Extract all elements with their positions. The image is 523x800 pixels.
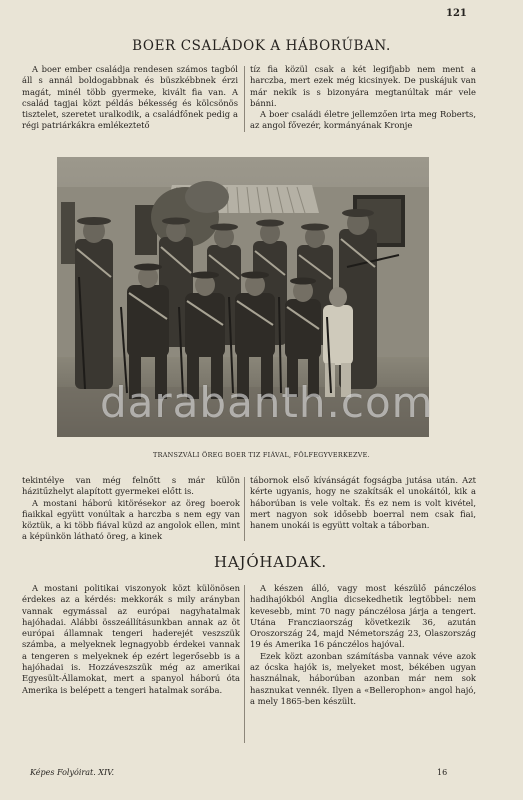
watermark: darabanth.com <box>100 378 434 427</box>
article1-paragraph: tábornok első kívánságát fogságba jutása után. Azt kérte ugyanis, hogy ne szakítsák el unokáitól, kik a háborúban is vele voltak. És ez nem is volt kivétel, mert nagyon sok idősebb boerral nem csak fiai, hanem unokái is együtt voltak a táborban. <box>250 475 476 531</box>
article1-left-column-continued <box>22 475 240 543</box>
article1-left-column <box>22 64 238 132</box>
article1-paragraph: tekintélye van még felnőtt s már külön házitűzhelyt alapított gyermekei előtt is. <box>22 475 240 497</box>
column-divider <box>244 66 245 132</box>
article1-paragraph: A boer családi életre jellemzően irta meg Roberts, az angol fővezér, kormányának Kronje <box>250 109 476 131</box>
signature-number: 16 <box>437 768 448 777</box>
article2-paragraph: Ezek közt azonban számításba vannak véve azok az ócska hajók is, melyeket most, békében ugyan használnak, háborúban azonban már nem sok hasznukat vennék. Ilyen a «Bellerophon» angol hajó, a mely 1865-ben készült. <box>250 650 476 706</box>
column-divider <box>244 477 245 541</box>
column-divider <box>244 585 245 743</box>
article1-right-column-continued <box>250 475 476 531</box>
photo-caption: TRANSZVÁLI ÖREG BOER TIZ FIÁVAL, FÖLFEGYVERKEZVE. <box>153 451 370 459</box>
journal-footer: Képes Folyóirat. XIV. <box>30 768 115 777</box>
page-number: 121 <box>446 8 467 19</box>
article-title-hajohadak: HAJÓHADAK. <box>214 553 327 571</box>
article2-paragraph: A készen álló, vagy most készülő pánczélos hadihajókból Anglia dicsekedhetik legtöbbel: nem kevesebb, mint 70 nagy pánczélosa járja a tengert. Utána Francziaország következik 36, azután Oroszország 24, majd Németország 23, Olaszország 19 és Amerika 16 pánczélos hajóval. <box>250 583 476 650</box>
article1-paragraph: tíz fia közül csak a két legifjabb nem ment a harczba, mert ezek még kicsinyek. De puskájuk van már nekik is s bizonyára megtanúltak már vele bánni. <box>250 64 476 108</box>
article2-paragraph: A mostani politikai viszonyok közt különösen érdekes az a kérdés: mekkorák s mily arányban vannak egymással az európai nagyhatalmak hajóhadai. Alábbi összeállításunkban annak az öt európai államnak tengeri haderejét veszszük számba, a melyeknek legnagyobb érdekei vannak a tengeren s melyeknek ép ezért legerősebb is a hajóhadai is. Hozzáveszszük még az amerikai Egyesült-Államokat, mert a spanyol háború óta Amerika is belépett a tengeri hatalmak sorába. <box>22 583 240 695</box>
article-title-boer: BOER CSALÁDOK A HÁBORÚBAN. <box>132 38 391 54</box>
article1-paragraph: A boer ember családja rendesen számos tagból áll s annál boldogabbnak és büszkébbnek érzi magát, minél több gyermeke, kivált fia van. A család tagjai közt példás békesség és kölcsönös tisztelet, szeretet uralkodik, a családfőnek pedig a régi patriárkákra emlékeztető <box>22 64 238 131</box>
article2-right-column <box>250 583 476 707</box>
article1-right-column <box>250 64 476 132</box>
article1-paragraph: A mostani háború kitörésekor az öreg boerok fiaikkal együtt vonúltak a harczba s nem egy van köztük, a ki több fiával küzd az angolok ellen, mint a képünkön látható öreg, a kinek <box>22 497 240 542</box>
article2-left-column <box>22 583 240 696</box>
